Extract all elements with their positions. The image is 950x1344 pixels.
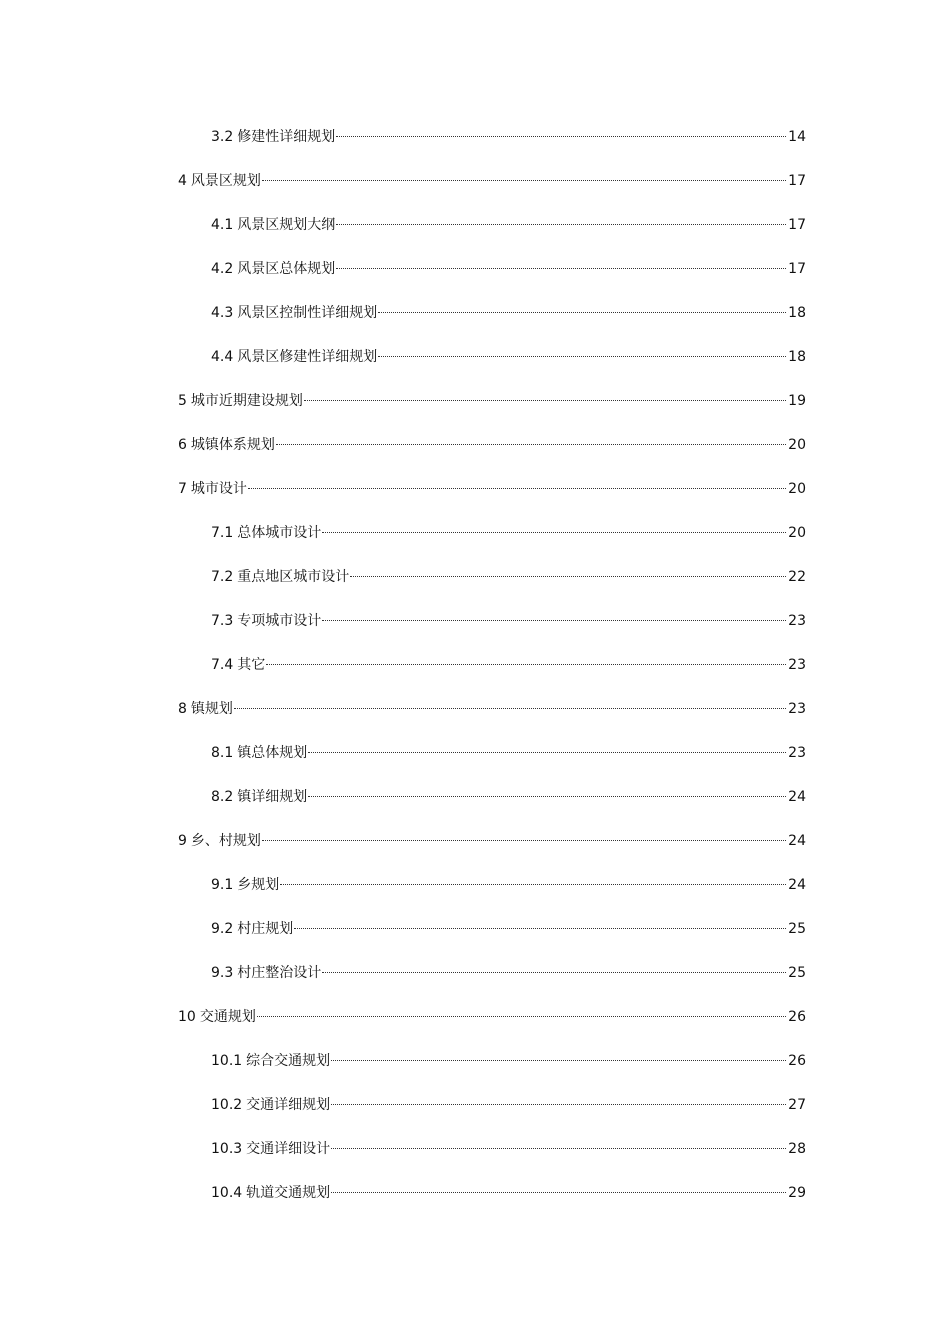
toc-entry-title: 轨道交通规划 <box>246 1185 331 1201</box>
toc-entry-title: 城市近期建设规划 <box>190 393 303 409</box>
toc-entry-title: 交通详细规划 <box>246 1097 331 1113</box>
toc-dot-leader <box>276 444 786 445</box>
toc-entry-page-number: 17 <box>788 261 806 277</box>
toc-dot-leader <box>280 884 786 885</box>
toc-dot-leader <box>331 1192 786 1193</box>
toc-entry-page-number: 27 <box>788 1097 806 1113</box>
toc-entry-title: 乡规划 <box>237 877 280 893</box>
toc-entry-title: 修建性详细规划 <box>237 129 336 145</box>
toc-entry-number: 4.3 <box>211 305 234 321</box>
toc-entry[interactable] <box>178 1049 806 1093</box>
toc-entry-title: 城市设计 <box>190 481 247 497</box>
toc-entry-page-number: 23 <box>788 745 806 761</box>
toc-dot-leader <box>308 796 786 797</box>
toc-entry[interactable] <box>178 961 806 1005</box>
toc-dot-leader <box>378 312 786 313</box>
toc-entry-title: 乡、村规划 <box>190 833 261 849</box>
toc-entry-number: 10.2 <box>211 1097 243 1113</box>
toc-entry-page-number: 19 <box>788 393 806 409</box>
toc-entry-page-number: 24 <box>788 877 806 893</box>
toc-entry[interactable] <box>178 917 806 961</box>
toc-entry[interactable] <box>178 389 806 433</box>
toc-dot-leader <box>378 356 786 357</box>
toc-dot-leader <box>322 620 786 621</box>
toc-entry-page-number: 25 <box>788 965 806 981</box>
toc-entry[interactable] <box>178 521 806 565</box>
toc-entry[interactable] <box>178 785 806 829</box>
toc-entry-number: 8.2 <box>211 789 234 805</box>
toc-entry-number: 4.2 <box>211 261 234 277</box>
toc-dot-leader <box>322 532 786 533</box>
toc-entry[interactable] <box>178 345 806 389</box>
toc-dot-leader <box>350 576 786 577</box>
toc-entry-title: 城镇体系规划 <box>190 437 275 453</box>
toc-entry[interactable] <box>178 257 806 301</box>
toc-entry[interactable] <box>178 1093 806 1137</box>
toc-entry-page-number: 24 <box>788 833 806 849</box>
toc-dot-leader <box>322 972 786 973</box>
toc-entry-title: 风景区控制性详细规划 <box>237 305 378 321</box>
toc-entry-page-number: 24 <box>788 789 806 805</box>
toc-entry-page-number: 18 <box>788 349 806 365</box>
toc-entry-title: 镇总体规划 <box>237 745 308 761</box>
toc-entry-number: 10 <box>178 1009 196 1025</box>
toc-entry-page-number: 26 <box>788 1009 806 1025</box>
toc-entry-number: 10.1 <box>211 1053 243 1069</box>
toc-entry-number: 6 <box>178 437 187 453</box>
toc-entry[interactable] <box>178 1137 806 1181</box>
toc-dot-leader <box>336 224 786 225</box>
toc-entry-page-number: 29 <box>788 1185 806 1201</box>
toc-entry-page-number: 20 <box>788 481 806 497</box>
toc-entry-page-number: 20 <box>788 437 806 453</box>
toc-entry-title: 交通规划 <box>199 1009 256 1025</box>
toc-entry-page-number: 17 <box>788 217 806 233</box>
toc-entry-number: 7.4 <box>211 657 234 673</box>
toc-entry-title: 镇详细规划 <box>237 789 308 805</box>
table-of-contents <box>178 125 806 1225</box>
toc-entry[interactable] <box>178 609 806 653</box>
toc-entry[interactable] <box>178 125 806 169</box>
toc-entry[interactable] <box>178 1005 806 1049</box>
toc-entry[interactable] <box>178 301 806 345</box>
toc-dot-leader <box>294 928 786 929</box>
toc-entry[interactable] <box>178 653 806 697</box>
toc-dot-leader <box>262 840 786 841</box>
toc-entry-page-number: 25 <box>788 921 806 937</box>
toc-entry-number: 7.3 <box>211 613 234 629</box>
toc-entry[interactable] <box>178 565 806 609</box>
toc-dot-leader <box>266 664 786 665</box>
toc-entry-title: 重点地区城市设计 <box>237 569 350 585</box>
toc-entry-title: 村庄整治设计 <box>237 965 322 981</box>
toc-entry-page-number: 14 <box>788 129 806 145</box>
toc-entry-number: 9.3 <box>211 965 234 981</box>
toc-entry-page-number: 20 <box>788 525 806 541</box>
toc-dot-leader <box>331 1060 786 1061</box>
toc-dot-leader <box>331 1148 786 1149</box>
toc-entry-title: 风景区修建性详细规划 <box>237 349 378 365</box>
toc-entry-title: 专项城市设计 <box>237 613 322 629</box>
toc-entry-number: 4.4 <box>211 349 234 365</box>
toc-entry-title: 综合交通规划 <box>246 1053 331 1069</box>
toc-entry-title: 村庄规划 <box>237 921 294 937</box>
toc-entry[interactable] <box>178 829 806 873</box>
toc-entry-number: 8.1 <box>211 745 234 761</box>
toc-dot-leader <box>336 136 786 137</box>
toc-entry-page-number: 28 <box>788 1141 806 1157</box>
toc-entry-page-number: 23 <box>788 657 806 673</box>
toc-entry[interactable] <box>178 697 806 741</box>
toc-entry-title: 风景区规划大纲 <box>237 217 336 233</box>
toc-dot-leader <box>262 180 786 181</box>
toc-entry-title: 其它 <box>237 657 266 673</box>
toc-entry[interactable] <box>178 873 806 917</box>
toc-entry-number: 7 <box>178 481 187 497</box>
toc-entry[interactable] <box>178 741 806 785</box>
toc-dot-leader <box>308 752 786 753</box>
toc-entry[interactable] <box>178 433 806 477</box>
toc-entry-number: 4.1 <box>211 217 234 233</box>
toc-entry-number: 9.2 <box>211 921 234 937</box>
toc-dot-leader <box>248 488 786 489</box>
toc-dot-leader <box>304 400 786 401</box>
toc-entry-number: 5 <box>178 393 187 409</box>
toc-entry-title: 镇规划 <box>190 701 233 717</box>
toc-entry-title: 交通详细设计 <box>246 1141 331 1157</box>
toc-entry-title: 风景区总体规划 <box>237 261 336 277</box>
toc-entry-number: 10.3 <box>211 1141 243 1157</box>
toc-entry-number: 7.1 <box>211 525 234 541</box>
toc-entry-number: 7.2 <box>211 569 234 585</box>
toc-dot-leader <box>336 268 786 269</box>
toc-entry-number: 10.4 <box>211 1185 243 1201</box>
toc-entry-number: 9.1 <box>211 877 234 893</box>
toc-entry-number: 9 <box>178 833 187 849</box>
toc-entry-number: 4 <box>178 173 187 189</box>
toc-entry[interactable] <box>178 213 806 257</box>
toc-entry-page-number: 23 <box>788 613 806 629</box>
toc-entry-page-number: 22 <box>788 569 806 585</box>
toc-entry[interactable] <box>178 477 806 521</box>
toc-dot-leader <box>331 1104 786 1105</box>
toc-entry-number: 3.2 <box>211 129 234 145</box>
toc-entry-page-number: 26 <box>788 1053 806 1069</box>
toc-dot-leader <box>234 708 786 709</box>
toc-entry-title: 风景区规划 <box>190 173 261 189</box>
toc-entry-page-number: 17 <box>788 173 806 189</box>
toc-entry-number: 8 <box>178 701 187 717</box>
toc-entry-page-number: 23 <box>788 701 806 717</box>
toc-entry-title: 总体城市设计 <box>237 525 322 541</box>
toc-entry-page-number: 18 <box>788 305 806 321</box>
toc-entry[interactable] <box>178 1181 806 1225</box>
toc-entry[interactable] <box>178 169 806 213</box>
toc-dot-leader <box>257 1016 786 1017</box>
